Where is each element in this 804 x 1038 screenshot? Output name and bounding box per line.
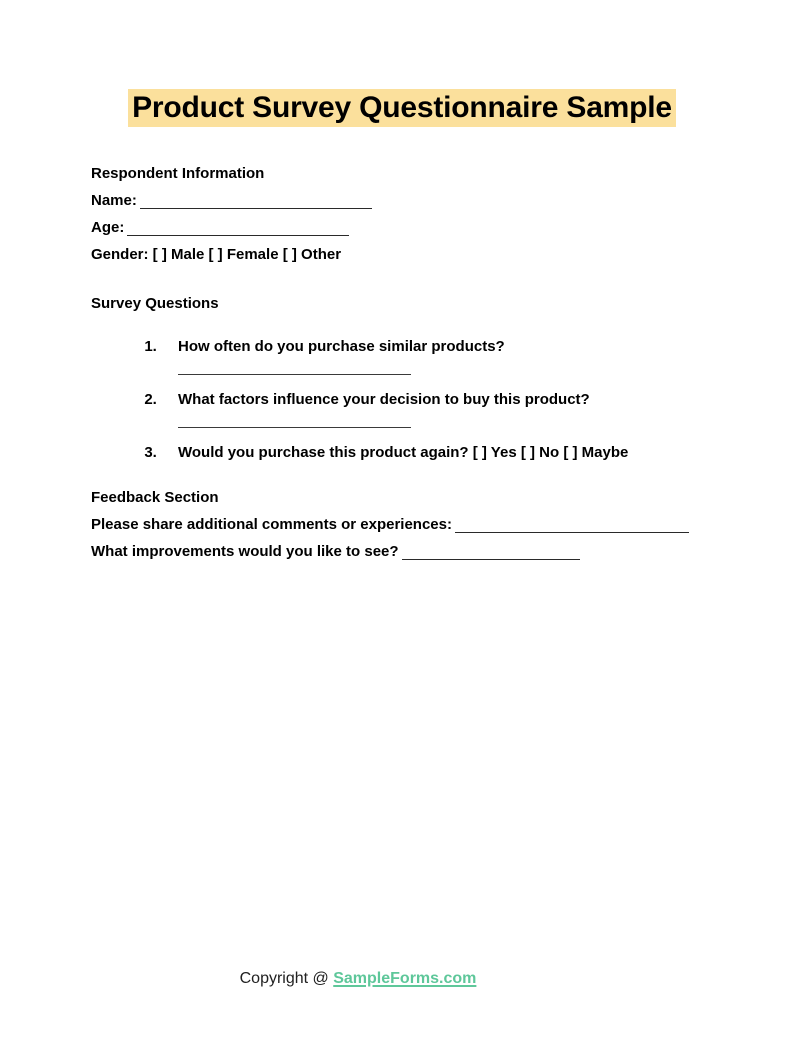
survey-questions-heading: Survey Questions: [91, 295, 219, 312]
footer: [0, 968, 804, 990]
age-label: Age:: [91, 219, 125, 236]
spacer: [91, 271, 716, 293]
name-label: Name:: [91, 192, 137, 209]
comments-field-row: [91, 514, 716, 535]
document-body: [91, 163, 716, 562]
improvements-field-row: [91, 541, 716, 562]
age-field-row: [91, 217, 716, 238]
page-title: Product Survey Questionnaire Sample: [128, 89, 676, 127]
feedback-section-heading: Feedback Section: [91, 489, 219, 506]
comments-input[interactable]: [455, 519, 689, 533]
name-field-row: [91, 190, 716, 211]
age-input[interactable]: [127, 222, 349, 236]
respondent-information-heading: Respondent Information: [91, 165, 265, 182]
page-title-container: [0, 88, 804, 128]
improvements-label: What improvements would you like to see?: [91, 543, 399, 560]
comments-label: Please share additional comments or experiences:: [91, 516, 452, 533]
sampleforms-link[interactable]: SampleForms.com: [333, 970, 477, 987]
question-1-answer-input[interactable]: [178, 374, 411, 375]
survey-question-item: [161, 442, 716, 463]
gender-field-row[interactable]: Gender: [ ] Male [ ] Female [ ] Other: [91, 246, 342, 263]
name-input[interactable]: [140, 195, 372, 209]
copyright-text: Copyright @: [239, 970, 329, 987]
question-text: What factors influence your decision to buy this product?: [178, 391, 590, 408]
survey-question-item: [161, 336, 716, 375]
survey-question-item: [161, 389, 716, 428]
improvements-input[interactable]: [402, 546, 580, 560]
spacer: [91, 320, 716, 336]
question-text: How often do you purchase similar products?: [178, 338, 505, 355]
question-2-answer-input[interactable]: [178, 427, 411, 428]
question-text[interactable]: Would you purchase this product again? [ ] Yes [ ] No [ ] Maybe: [178, 444, 629, 461]
survey-questions-list: [91, 336, 716, 463]
spacer: [91, 465, 716, 487]
